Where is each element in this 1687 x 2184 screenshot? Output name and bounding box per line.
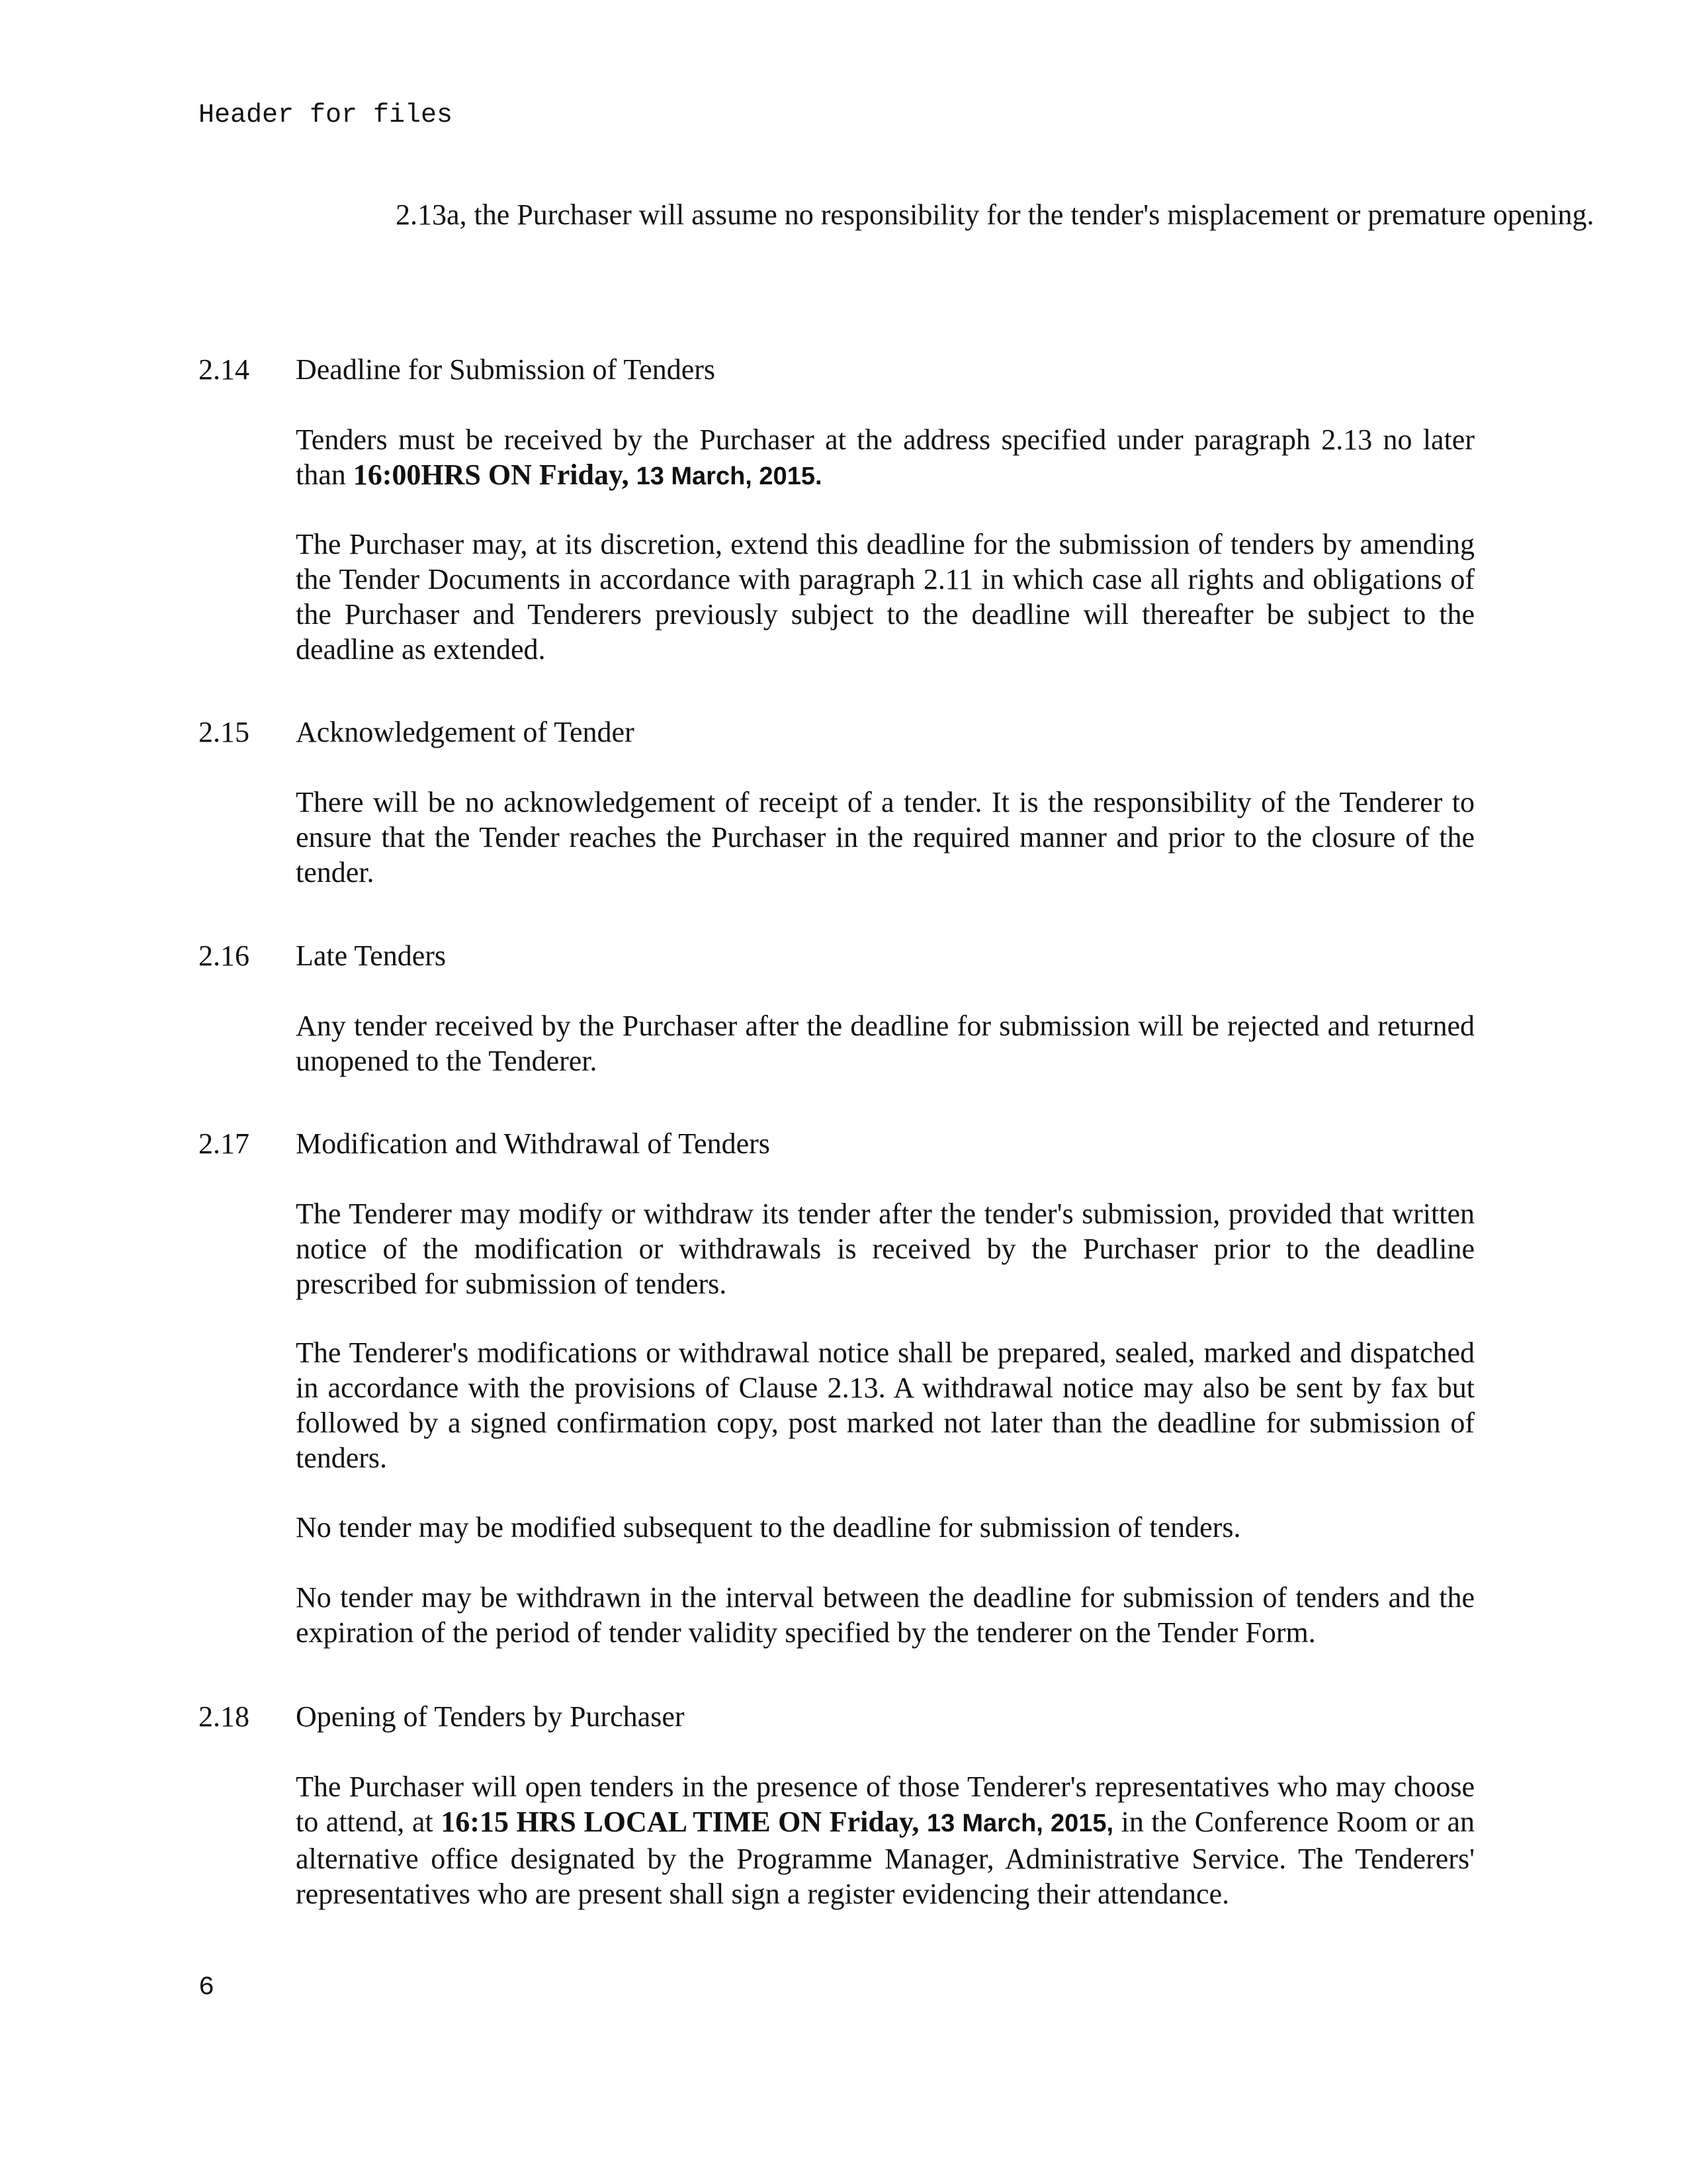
paragraph-2-17-modify: The Tenderer may modify or withdraw its tender after the tender's submission, provided that written notice of the modification or withdrawals is received by the Purchaser prior to the deadline prescribed for submission of tenders. (296, 1198, 1475, 1300)
section-number: 2.14 (198, 353, 249, 386)
paragraph-text: The Purchaser will open tenders in the presence of those Tenderer's representatives who may choose to attend, at (296, 1770, 1475, 1838)
paragraph-2-14-extension: The Purchaser may, at its discretion, extend this deadline for the submission of tenders by amending the Tender Documents in accordance with paragraph 2.11 in which case all rights and obligations of the Purchaser and Tenderers previously subject to the deadline will thereafter be subject to the deadline as extended. (296, 528, 1475, 666)
opening-time: 16:15 HRS LOCAL TIME ON Friday, (441, 1806, 927, 1838)
deadline-date: 13 March, 2015. (636, 462, 822, 490)
section-title: Late Tenders (296, 939, 447, 972)
section-number: 2.17 (198, 1127, 249, 1160)
paragraph-2-17-no-withdraw: No tender may be withdrawn in the interval between the deadline for submission of tenders and the expiration of the period of tender validity specified by the tenderer on the Tender Form. (296, 1581, 1475, 1649)
section-number: 2.16 (198, 939, 249, 972)
page-number: 6 (198, 1973, 215, 2003)
paragraph-2-14-deadline (296, 422, 1475, 494)
paragraph-2-15: There will be no acknowledgement of receipt of a tender. It is the responsibility of the Tenderer to ensure that the Tender reaches the Purchaser in the required manner and prior to the closure of the tender. (296, 786, 1475, 889)
section-title: Modification and Withdrawal of Tenders (296, 1127, 770, 1160)
section-title: Opening of Tenders by Purchaser (296, 1700, 685, 1733)
deadline-time: 16:00HRS ON Friday, (353, 459, 636, 491)
continuation-paragraph: 2.13a, the Purchaser will assume no responsibility for the tender's misplacement or premature opening. (396, 198, 1594, 231)
section-title: Deadline for Submission of Tenders (296, 353, 716, 386)
section-title: Acknowledgement of Tender (296, 716, 634, 748)
paragraph-2-17-notice: The Tenderer's modifications or withdrawal notice shall be prepared, sealed, marked and dispatched in accordance with the provisions of Clause 2.13. A withdrawal notice may also be sent by fax but followed by a signed confirmation copy, post marked not later than the deadline for submission of tenders. (296, 1336, 1475, 1474)
paragraph-text-suffix: in the Conference Room or an alternative office designated by the Programme Manager, Administrative Service. The Tenderers' representatives who are present shall sign a register evidencing their attendance. (296, 1806, 1475, 1910)
paragraph-2-16: Any tender received by the Purchaser after the deadline for submission will be rejected and returned unopened to the Tenderer. (296, 1010, 1475, 1077)
section-number: 2.18 (198, 1700, 249, 1733)
paragraph-text: Tenders must be received by the Purchaser at the address specified under paragraph 2.13 no later than (296, 423, 1475, 491)
paragraph-2-18 (296, 1769, 1475, 1911)
running-header: Header for files (198, 101, 453, 130)
opening-date: 13 March, 2015, (926, 1810, 1114, 1837)
section-number: 2.15 (198, 716, 249, 748)
paragraph-2-17-no-modify: No tender may be modified subsequent to the deadline for submission of tenders. (296, 1511, 1241, 1544)
